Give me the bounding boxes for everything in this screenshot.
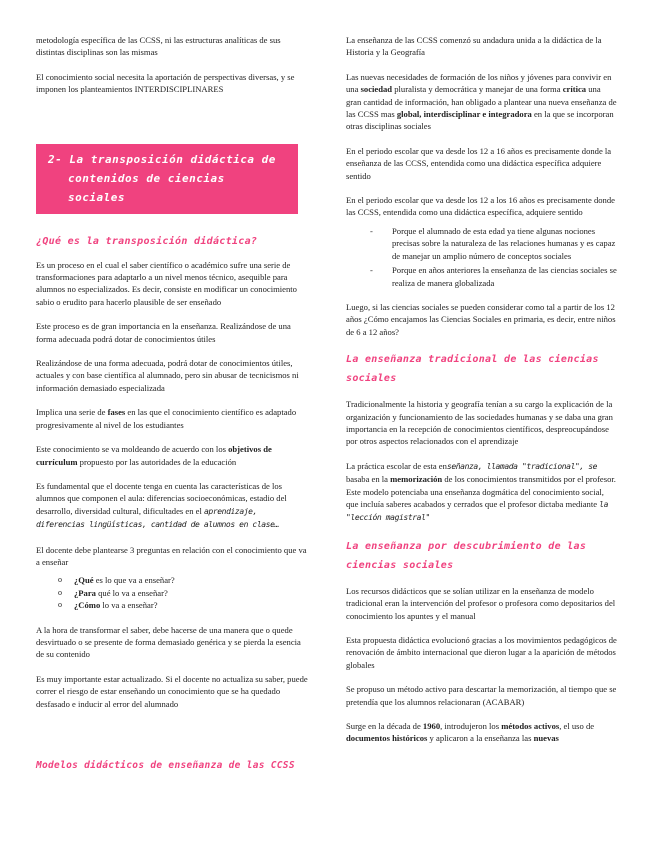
paragraph-4: En el periodo escolar que va desde los 12 a los 16 años es precisamente donde las CCSS, entendida como una didáctica específica, adquiere sentido — [346, 195, 615, 218]
fancy-run: la "lección magistral" — [346, 499, 609, 523]
text-run: qué lo va a enseñar? — [95, 587, 168, 598]
paragraph-9: Es muy importante estar actualizado. Si el docente no actualiza su saber, puede correr el riesgo de estar enseñando un conocimiento que se ha quedado desfasado e inducir al error del alumnado — [36, 673, 308, 709]
text-run: Las nuevas necesidades de formación de los niños y jóvenes para convivir en una — [346, 71, 612, 95]
intro-paragraph-1: metodología específica de las CCSS, ni las estructuras analíticas de sus distintas disciplinas son las mismas — [36, 35, 281, 58]
paragraph-2: Este proceso es de gran importancia en la enseñanza. Realizándose de una forma adecuada podrá dotar de conocimientos útiles — [36, 321, 291, 344]
heading-tradicional: La enseñanza tradicional de las ciencias sociales — [346, 354, 599, 385]
list-item — [36, 574, 308, 586]
bold-run: nuevas — [533, 733, 559, 744]
bold-run: ¿Para — [74, 587, 96, 598]
paragraph-4 — [36, 406, 308, 431]
bold-run: métodos activos — [501, 721, 560, 732]
bold-run: documentos históricos — [346, 733, 428, 744]
paragraph-1: Es un proceso en el cual el saber científico o académico sufre una serie de transformaciones para adaptarlo a un nivel menos técnico, asequible para alumnos no especializados. Es decir, consiste en modificar un conocimiento sabio o erudito para hacerlo plausible de ser enseñado — [36, 259, 297, 307]
text-run: Porque el alumnado de esta edad ya tiene algunas nociones precisas sobre la naturaleza de las relaciones humanas y es capaz de manejar un amplio número de conceptos sociales — [392, 225, 616, 261]
right-column — [346, 34, 618, 757]
paragraph-3: En el periodo escolar que va desde los 12 a 16 años es precisamente donde la enseñanza de las CCSS, entendida como una didáctica específica adquiere sentido — [346, 145, 612, 181]
bold-run: fases — [107, 407, 126, 418]
paragraph-7 — [346, 460, 618, 525]
text-run: Implica una serie de — [36, 407, 108, 418]
dash-bullet-icon: - — [370, 225, 373, 236]
reasons-list — [346, 225, 618, 289]
text-run: Es fundamental que el docente tenga en cuenta las características de los alumnos que componen el aula: diferencias socioeconómicas, estadio del desarrollo, diversidad cultural, dificultades en el — [36, 480, 287, 516]
paragraph-10: Se propuso un método activo para descartar la memorización, al tiempo que se pretendía que los alumnos relacionaran (ACABAR) — [346, 684, 617, 707]
heading-que-es: ¿Qué es la transposición didáctica? — [36, 235, 258, 247]
list-item — [346, 264, 618, 289]
text-run: Este conocimiento se va moldeando de acuerdo con los — [36, 444, 229, 455]
text-run: La práctica escolar de esta en — [346, 460, 447, 471]
bold-run: memorización — [390, 474, 443, 485]
bold-run: sociedad — [360, 84, 393, 95]
text-run: es lo que va a enseñar? — [93, 575, 175, 586]
fancy-run: señanza, llamada "tradicional", se — [446, 461, 598, 471]
text-run: en las que el conocimiento científico es adaptado progresivamente al nivel de los estudiantes — [36, 407, 297, 430]
paragraph-3: Realizándose de una forma adecuada, podrá dotar de conocimientos útiles, actuales y con base científica al alumnado, pero sin abusar de tecnicismos ni información demasiado especializada — [36, 358, 299, 393]
spacer — [36, 722, 308, 758]
dash-bullet-icon: - — [370, 265, 373, 276]
text-run: Surge en la década de — [346, 721, 423, 732]
questions-list — [36, 574, 308, 611]
paragraph-1: La enseñanza de las CCSS comenzó su andadura unida a la didáctica de la Historia y la Geografía — [346, 35, 602, 58]
fancy-run: aprendizaje, diferencias lingüísticas, cantidad de alumnos en clase… — [36, 506, 279, 530]
list-item — [36, 587, 308, 599]
circle-bullet-icon: o — [58, 587, 62, 597]
text-run: propuesto por las autoridades de la educación — [77, 456, 237, 467]
paragraph-8: A la hora de transformar el saber, debe hacerse de una manera que o quede desvirtuado o se presente de forma demasiado genérica y se pierda la esencia de su contenido — [36, 624, 301, 660]
paragraph-6 — [36, 480, 308, 532]
text-run: Porque en años anteriores la enseñanza de las ciencias sociales se realiza de manera globalizada — [392, 265, 617, 288]
paragraph-5 — [36, 443, 308, 468]
text-run: basaba en la — [346, 474, 391, 485]
text-run: , introdujeron los — [440, 721, 502, 732]
text-run: lo va a enseñar? — [100, 600, 158, 611]
paragraph-7: El docente debe plantearse 3 preguntas en relación con el conocimiento que va a enseñar — [36, 544, 307, 567]
paragraph-9: Esta propuesta didáctica evolucionó gracias a los movimientos pedagógicos de renovación de ámbito internacional que dieron lugar a la aparición de métodos globales — [346, 635, 617, 670]
bold-run: global, interdisciplinar e integradora — [396, 109, 532, 120]
circle-bullet-icon: o — [58, 575, 62, 585]
text-run: y aplicaron a la enseñanza las — [427, 733, 534, 744]
list-item — [36, 599, 308, 611]
paragraph-11 — [346, 720, 618, 745]
text-run: en la que se incorporan otras disciplinas sociales — [346, 109, 614, 132]
banner-line-2: contenidos de ciencias sociales — [68, 171, 225, 204]
spacer — [36, 108, 308, 144]
bold-run: objetivos de currículum — [36, 444, 272, 467]
text-run: , el uso de — [559, 721, 595, 732]
bold-run: ¿Cómo — [74, 600, 101, 611]
bold-run: ¿Qué — [74, 575, 94, 586]
section-banner — [36, 144, 298, 214]
circle-bullet-icon: o — [58, 600, 62, 610]
paragraph-6: Tradicionalmente la historia y geografía tenían a su cargo la explicación de la organización y funcionamiento de las sociedades humanas y se daba una gran importancia en la recepción de conocimientos científicos, despreocupándose por otros aspectos relacionados con el aprendizaje — [346, 399, 613, 447]
paragraph-5: Luego, si las ciencias sociales se pueden considerar como tal a partir de los 12 años ¿Cómo encajamos las Ciencias Sociales en primaria, es decir, entre niños de 6 a 12 años? — [346, 301, 616, 337]
bold-run: 1960 — [422, 721, 441, 732]
text-run: una gran cantidad de información, han obligado a plantear una nueva enseñanza de las CCSS mas — [346, 84, 617, 120]
left-column — [36, 34, 308, 783]
text-run: pluralista y democrática y manejar de una forma — [392, 84, 563, 95]
heading-descubrimiento: La enseñanza por descubrimiento de las ciencias sociales — [346, 540, 587, 571]
text-run: de los conocimientos transmitidos por el profesor. Este modelo potenciaba una enseñanza dogmática del conocimiento social, que incluía saberes acabados y cerrados que el profesor dictaba mediante — [346, 474, 616, 509]
paragraph-2 — [346, 71, 618, 133]
paragraph-8: Los recursos didácticos que se solían utilizar en la enseñanza de modelo tradicional eran la intervención del profesor o profesora como depositarios del conocimiento los apuntes y el manual — [346, 585, 616, 621]
intro-paragraph-2: El conocimiento social necesita la aportación de perspectivas diversas, y se imponen los planteamientos INTERDISCIPLINARES — [36, 71, 295, 95]
banner-line-1: 2- La transposición didáctica de — [48, 152, 276, 166]
bold-run: crítica — [562, 84, 587, 95]
heading-modelos: Modelos didácticos de enseñanza de las CCSS — [36, 760, 295, 771]
list-item — [346, 225, 618, 262]
